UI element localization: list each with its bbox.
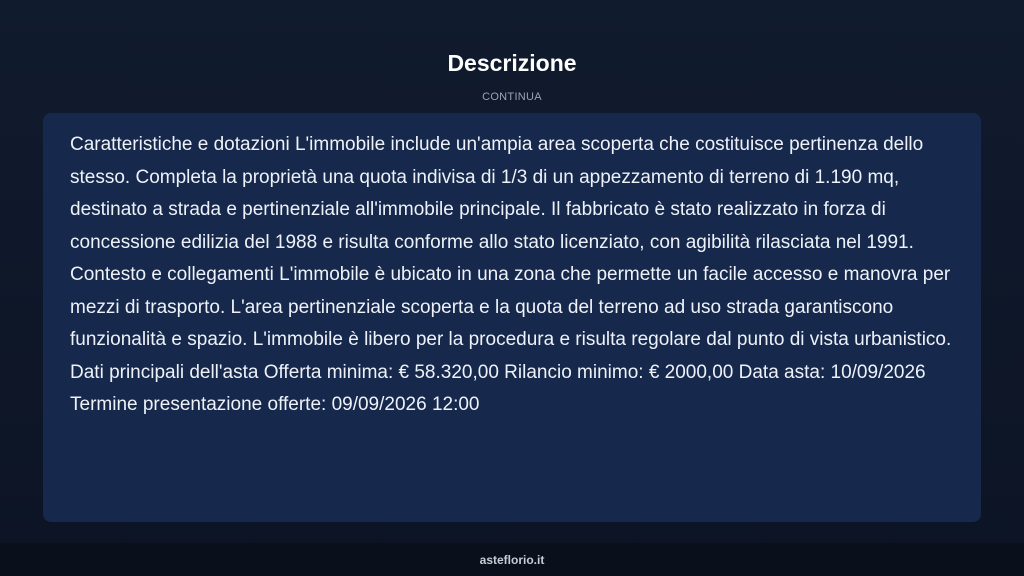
footer-bar xyxy=(0,543,1024,576)
description-text: Caratteristiche e dotazioni L'immobile include un'ampia area scoperta che costituisce pertinenza dello stesso. Completa la proprietà una quota indivisa di 1/3 di un appezzamento di terreno di 1.190 mq, destinato a strada e pertinenziale all'immobile principale. Il fabbricato è stato realizzato in forza di concessione edilizia del 1988 e risulta conforme allo stato licenziato, con agibilità rilasciata nel 1991. Contesto e collegamenti L'immobile è ubicato in una zona che permette un facile accesso e manovra per mezzi di trasporto. L'area pertinenziale scoperta e la quota del terreno ad uso strada garantiscono funzionalità e spazio. L'immobile è libero per la procedura e risulta regolare dal punto di vista urbanistico. Dati principali dell'asta Offerta minima: € 58.320,00 Rilancio minimo: € 2000,00 Data asta: 10/09/2026 Termine presentazione offerte: 09/09/2026 12:00 xyxy=(70,134,952,415)
site-name: asteflorio.it xyxy=(479,553,545,567)
continua-label: CONTINUA xyxy=(482,91,542,103)
description-card xyxy=(43,113,981,522)
page-title: Descrizione xyxy=(447,50,577,76)
